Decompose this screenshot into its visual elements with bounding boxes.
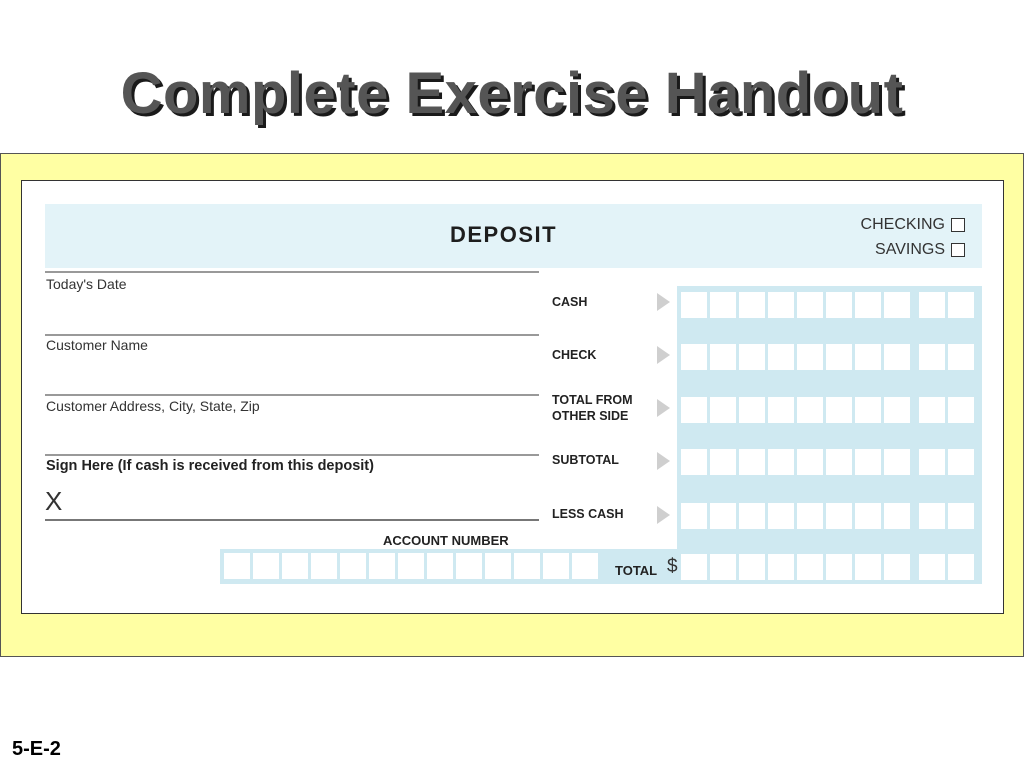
digit-box[interactable] [919,503,945,529]
account-digit-box[interactable] [427,553,453,579]
digit-box[interactable] [884,344,910,370]
savings-option[interactable] [875,241,965,259]
digit-box[interactable] [739,554,765,580]
account-digit-box[interactable] [311,553,337,579]
account-number-panel [220,549,678,584]
digit-box[interactable] [948,344,974,370]
account-digit-box[interactable] [224,553,250,579]
total-other-side-amount-boxes[interactable] [681,397,974,423]
digit-box[interactable] [710,292,736,318]
digit-box[interactable] [919,344,945,370]
savings-label: SAVINGS [875,241,945,258]
decimal-divider [913,503,916,529]
digit-box[interactable] [681,397,707,423]
digit-box[interactable] [768,503,794,529]
digit-box[interactable] [948,449,974,475]
amount-entry-panel [677,286,982,584]
signature-top-line [45,454,539,456]
account-number-label: ACCOUNT NUMBER [383,533,509,548]
digit-box[interactable] [797,397,823,423]
address-field[interactable]: Customer Address, City, State, Zip [46,398,260,414]
digit-box[interactable] [948,292,974,318]
digit-box[interactable] [919,292,945,318]
slide-title: Complete Exercise Handout [120,61,904,126]
arrow-right-icon [657,452,670,470]
account-digit-box[interactable] [369,553,395,579]
arrow-right-icon [657,399,670,417]
slide-number: 5-E-2 [12,738,61,760]
digit-box[interactable] [710,503,736,529]
signature-label: Sign Here (If cash is received from this deposit) [46,458,374,474]
digit-box[interactable] [826,503,852,529]
digit-box[interactable] [919,554,945,580]
digit-box[interactable] [797,503,823,529]
account-digit-box[interactable] [340,553,366,579]
decimal-divider [913,344,916,370]
row-label-cash: CASH [552,295,588,309]
decimal-divider [913,449,916,475]
digit-box[interactable] [884,292,910,318]
arrow-right-icon [657,346,670,364]
account-digit-box[interactable] [514,553,540,579]
digit-box[interactable] [768,344,794,370]
digit-box[interactable] [855,554,881,580]
name-line [45,334,539,336]
account-digit-box[interactable] [543,553,569,579]
digit-box[interactable] [739,344,765,370]
digit-box[interactable] [710,397,736,423]
digit-box[interactable] [797,554,823,580]
date-line [45,271,539,273]
checking-option[interactable] [861,216,965,234]
signature-field[interactable] [45,519,539,521]
arrow-right-icon [657,506,670,524]
account-digit-box[interactable] [398,553,424,579]
account-digit-box[interactable] [253,553,279,579]
checking-label: CHECKING [860,216,945,233]
account-digit-box[interactable] [282,553,308,579]
digit-box[interactable] [768,292,794,318]
checking-checkbox[interactable] [951,218,965,232]
digit-box[interactable] [948,503,974,529]
signature-mark: X [45,486,63,516]
digit-box[interactable] [826,554,852,580]
date-field[interactable]: Today's Date [46,276,127,292]
digit-box[interactable] [948,554,974,580]
digit-box[interactable] [681,449,707,475]
digit-box[interactable] [768,449,794,475]
digit-box[interactable] [739,449,765,475]
less-cash-amount-boxes[interactable] [681,503,974,529]
account-digit-box[interactable] [485,553,511,579]
digit-box[interactable] [884,554,910,580]
digit-box[interactable] [855,449,881,475]
digit-box[interactable] [826,397,852,423]
cash-amount-boxes[interactable] [681,292,974,318]
total-amount-boxes[interactable] [681,554,974,580]
digit-box[interactable] [768,554,794,580]
digit-box[interactable] [710,344,736,370]
deposit-slip [21,180,1004,614]
digit-box[interactable] [855,503,881,529]
check-amount-boxes[interactable] [681,344,974,370]
digit-box[interactable] [884,449,910,475]
arrow-right-icon [657,293,670,311]
digit-box[interactable] [710,449,736,475]
account-digit-box[interactable] [572,553,598,579]
digit-box[interactable] [797,449,823,475]
deposit-header [45,204,982,268]
digit-box[interactable] [919,449,945,475]
digit-box[interactable] [884,397,910,423]
deposit-title: DEPOSIT [450,222,558,247]
account-number-boxes[interactable] [224,553,598,579]
decimal-divider [913,292,916,318]
digit-box[interactable] [826,292,852,318]
digit-box[interactable] [948,397,974,423]
digit-box[interactable] [855,292,881,318]
subtotal-amount-boxes[interactable] [681,449,974,475]
digit-box[interactable] [919,397,945,423]
dollar-sign: $ [667,556,678,577]
total-label: TOTAL [615,563,658,578]
account-digit-box[interactable] [456,553,482,579]
decimal-divider [913,397,916,423]
row-label-check: CHECK [552,348,597,362]
digit-box[interactable] [797,344,823,370]
digit-box[interactable] [710,554,736,580]
digit-box[interactable] [681,344,707,370]
savings-checkbox[interactable] [951,243,965,257]
digit-box[interactable] [855,397,881,423]
digit-box[interactable] [681,503,707,529]
digit-box[interactable] [739,292,765,318]
row-label-total-other-side: TOTAL FROM OTHER SIDE [552,393,633,423]
address-line [45,394,539,396]
decimal-divider [913,554,916,580]
row-label-less-cash: LESS CASH [552,507,624,521]
digit-box[interactable] [681,292,707,318]
digit-box[interactable] [739,397,765,423]
digit-box[interactable] [855,344,881,370]
digit-box[interactable] [826,449,852,475]
digit-box[interactable] [739,503,765,529]
digit-box[interactable] [826,344,852,370]
row-label-subtotal: SUBTOTAL [552,453,619,467]
digit-box[interactable] [768,397,794,423]
digit-box[interactable] [797,292,823,318]
digit-box[interactable] [884,503,910,529]
digit-box[interactable] [681,554,707,580]
name-field[interactable]: Customer Name [46,337,148,353]
